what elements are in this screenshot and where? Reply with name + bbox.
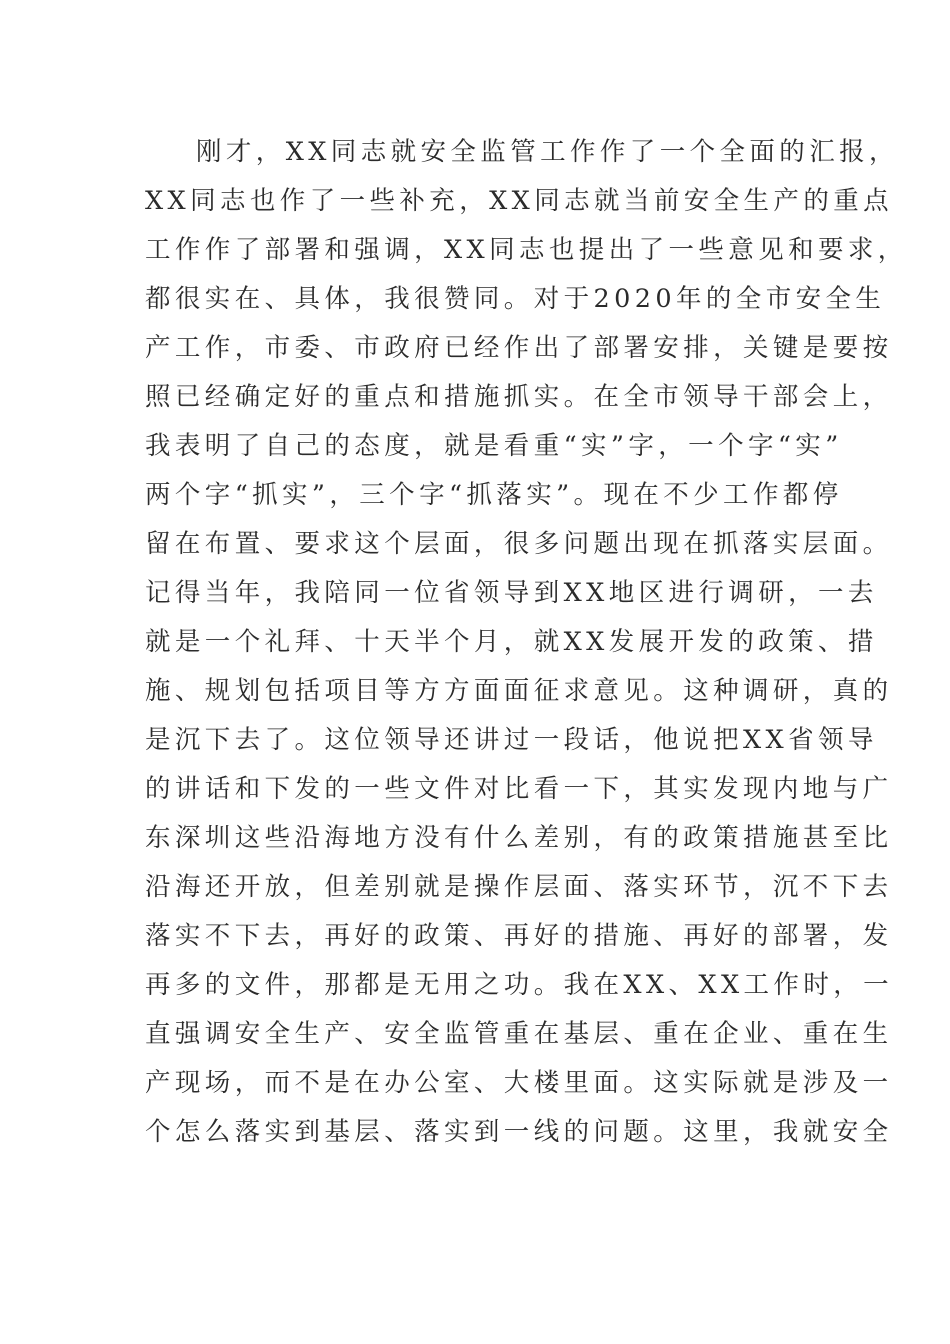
paragraph-line: 落实不下去，再好的政策、再好的措施、再好的部署，发 [145,921,893,951]
paragraph-line: 都很实在、具体，我很赞同。对于2020年的全市安全生 [145,284,886,314]
paragraph-line: 我表明了自己的态度，就是看重“实”字，一个字“实” [145,431,843,461]
speech-paragraph [145,128,908,1157]
paragraph-line: 工作作了部署和强调，XX同志也提出了一些意见和要求， [145,235,908,265]
paragraph-line: 照已经确定好的重点和措施抓实。在全市领导干部会上， [145,382,893,412]
paragraph-line: 东深圳这些沿海地方没有什么差别，有的政策措施甚至比 [145,823,893,853]
paragraph-line: 再多的文件，那都是无用之功。我在XX、XX工作时，一 [145,970,894,1000]
paragraph-line: 直强调安全生产、安全监管重在基层、重在企业、重在生 [145,1019,893,1049]
paragraph-line: 两个字“抓实”，三个字“抓落实”。现在不少工作都停 [145,480,843,510]
paragraph-line: XX同志也作了一些补充，XX同志就当前安全生产的重点 [145,186,894,216]
paragraph-line: 产工作，市委、市政府已经作出了部署安排，关键是要按 [145,333,893,363]
paragraph-line: 施、规划包括项目等方方面面征求意见。这种调研，真的 [145,676,893,706]
paragraph-line: 的讲话和下发的一些文件对比看一下，其实发现内地与广 [145,774,893,804]
paragraph-line: 留在布置、要求这个层面，很多问题出现在抓落实层面。 [145,529,893,559]
paragraph-line: 沿海还开放，但差别就是操作层面、落实环节，沉不下去 [145,872,893,902]
paragraph-line: 产现场，而不是在办公室、大楼里面。这实际就是涉及一 [145,1068,893,1098]
paragraph-line: 就是一个礼拜、十天半个月，就XX发展开发的政策、措 [145,627,878,657]
paragraph-line: 记得当年，我陪同一位省领导到XX地区进行调研，一去 [145,578,878,608]
paragraph-line: 是沉下去了。这位领导还讲过一段话，他说把XX省领导 [145,725,878,755]
paragraph-line: 个怎么落实到基层、落实到一线的问题。这里，我就安全 [145,1117,893,1147]
paragraph-line: 刚才，XX同志就安全监管工作作了一个全面的汇报， [196,137,899,167]
